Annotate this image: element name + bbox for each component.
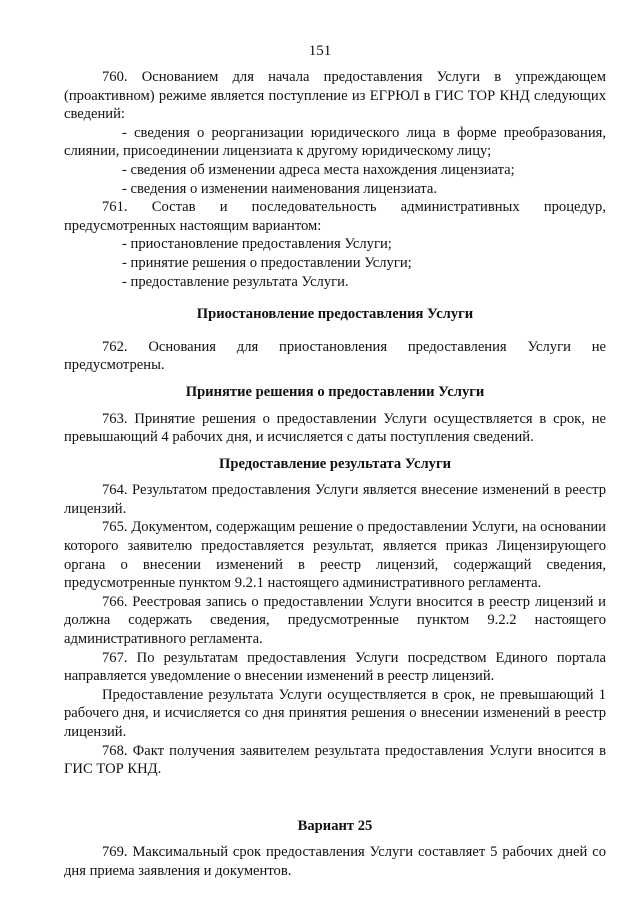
page-number: 151 — [308, 43, 332, 59]
bullet-reorganization: - сведения о реорганизации юридического лица в форме преобразования, слиянии, присоединении лицензиата к другому юридическому лицу; — [64, 124, 606, 160]
heading-suspension: Приостановление предоставления Услуги — [196, 306, 474, 323]
bullet-address-change: - сведения об изменении адреса места нахождения лицензиата; — [122, 161, 515, 178]
page-content — [64, 68, 606, 881]
heading-decision: Принятие решения о предоставлении Услуги — [185, 383, 485, 400]
paragraph-768: 768. Факт получения заявителем результата предоставления Услуги вносится в ГИС ТОР КНД. — [64, 742, 606, 778]
bullet-suspension: - приостановление предоставления Услуги; — [122, 236, 392, 253]
paragraph-761: 761. Состав и последовательность административных процедур, предусмотренных настоящим вариантом: — [64, 199, 606, 234]
paragraph-767: 767. По результатам предоставления Услуги посредством Единого портала направляется уведомление о внесении изменений в реестр лицензий. — [64, 649, 606, 685]
bullet-decision: - принятие решения о предоставлении Услуги; — [122, 254, 412, 271]
paragraph-764: 764. Результатом предоставления Услуги является внесение изменений в реестр лицензий. — [64, 482, 606, 517]
heading-result: Предоставление результата Услуги — [219, 455, 451, 472]
bullet-name-change: - сведения о изменении наименования лицензиата. — [122, 180, 437, 197]
paragraph-762: 762. Основания для приостановления предоставления Услуги не предусмотрены. — [64, 338, 606, 374]
paragraph-765: 765. Документом, содержащим решение о предоставлении Услуги, на основании которого заявителю предоставляется результат, является приказ Лицензирующего органа о внесении изменений в реестр лицензий, содержащий сведения, предусмотренные пунктом 9.2.1 настоящего административного регламента. — [64, 519, 606, 592]
bullet-result: - предоставление результата Услуги. — [122, 273, 349, 290]
paragraph-result-term: Предоставление результата Услуги осуществляется в срок, не превышающий 1 рабочего дня, и исчисляется со дня принятия решения о внесении изменений в реестр лицензий. — [64, 686, 606, 740]
paragraph-769: 769. Максимальный срок предоставления Услуги составляет 5 рабочих дней со дня приема заявления и документов. — [64, 844, 606, 879]
paragraph-766: 766. Реестровая запись о предоставлении Услуги вносится в реестр лицензий и должна содержать сведения, предусмотренные пунктом 9.2.2 настоящего административного регламента. — [64, 593, 606, 648]
paragraph-763: 763. Принятие решения о предоставлении Услуги осуществляется в срок, не превышающий 4 рабочих дня, и исчисляется с даты поступления сведений. — [64, 410, 606, 446]
paragraph-760: 760. Основанием для начала предоставления Услуги в упреждающем (проактивном) режиме является поступление из ЕГРЮЛ в ГИС ТОР КНД следующих сведений: — [64, 69, 606, 123]
heading-variant-25: Вариант 25 — [297, 817, 373, 834]
